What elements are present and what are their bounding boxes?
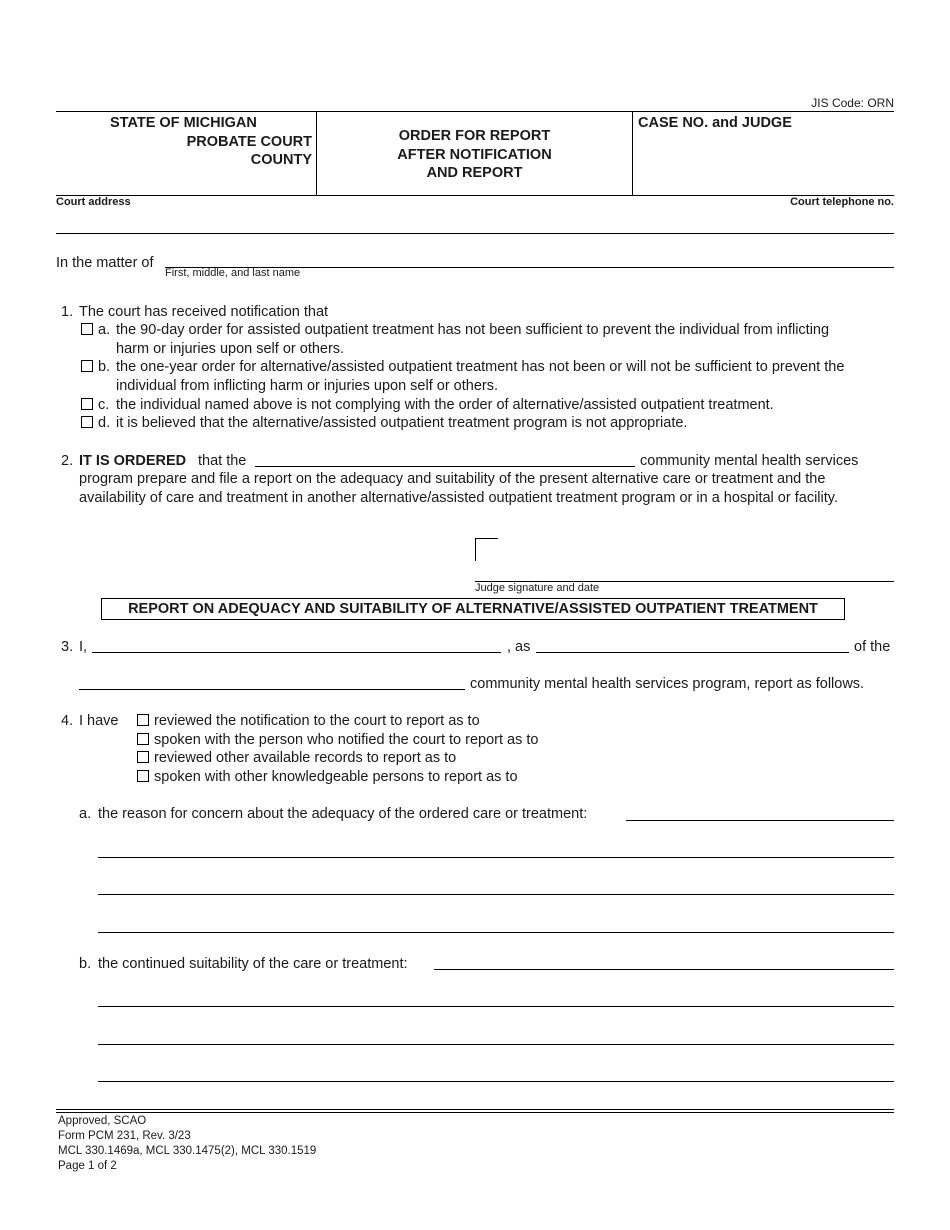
item4-option1-checkbox[interactable]: [137, 714, 149, 726]
court-address-label: Court address: [56, 196, 131, 208]
item3-of-the: of the: [854, 639, 891, 655]
suitability-field-line3[interactable]: [98, 1044, 894, 1045]
item1a-letter: a.: [98, 322, 111, 338]
footer-mcl: MCL 330.1469a, MCL 330.1475(2), MCL 330.1519: [58, 1145, 317, 1157]
item2-ordered: IT IS ORDERED: [79, 453, 187, 469]
form-title-line2: AFTER NOTIFICATION: [397, 147, 552, 163]
item2-line3: availability of care and treatment in another alternative/assisted outpatient treatment program or in a hospital or facility.: [79, 490, 838, 506]
jis-code: JIS Code: ORN: [811, 96, 894, 110]
item1b-checkbox[interactable]: [81, 360, 93, 372]
court-phone-label: Court telephone no.: [790, 196, 894, 208]
form-title-line3: AND REPORT: [426, 165, 523, 181]
item3-i: I,: [79, 639, 88, 655]
item1c-checkbox[interactable]: [81, 398, 93, 410]
item2-cmh: community mental health services: [640, 453, 859, 469]
suitability-field-line2[interactable]: [98, 1006, 894, 1007]
program-name-field[interactable]: [79, 689, 465, 690]
item2-that-the: that the: [198, 453, 247, 469]
signature-corner-mark: [475, 538, 498, 561]
header-bottom-rule: [56, 195, 894, 196]
item2-number: 2.: [61, 453, 74, 469]
item1-number: 1.: [61, 304, 74, 320]
judge-signature-caption: Judge signature and date: [475, 582, 600, 594]
item1-text: The court has received notification that: [79, 304, 329, 320]
item4-i-have: I have: [79, 713, 119, 729]
item1a-text-line1: the 90-day order for assisted outpatient treatment has not been sufficient to prevent the individual from inflicting: [116, 322, 830, 338]
footer-page: Page 1 of 2: [58, 1160, 117, 1172]
item4a-text: the reason for concern about the adequacy of the ordered care or treatment:: [98, 806, 588, 822]
footer-rule-1: [56, 1109, 894, 1110]
item4-option3-text: reviewed other available records to report as to: [154, 750, 457, 766]
cmh-name-field[interactable]: [255, 466, 635, 467]
item3-as: , as: [507, 639, 531, 655]
county-label: COUNTY: [250, 152, 312, 168]
item1d-letter: d.: [98, 415, 111, 431]
suitability-field-line1[interactable]: [434, 969, 894, 970]
item1a-checkbox[interactable]: [81, 323, 93, 335]
item1d-checkbox[interactable]: [81, 416, 93, 428]
item2-line2: program prepare and file a report on the adequacy and suitability of the present alternative care or treatment and the: [79, 471, 826, 487]
item4-option2-checkbox[interactable]: [137, 733, 149, 745]
item4b-letter: b.: [79, 956, 92, 972]
item1d-text: it is believed that the alternative/assisted outpatient treatment program is not appropriate.: [116, 415, 688, 431]
state-label: STATE OF MICHIGAN: [110, 115, 257, 131]
item1b-text-line2: individual from inflicting harm or injuries upon self or others.: [116, 378, 499, 394]
reason-field-line2[interactable]: [98, 857, 894, 858]
item3-line2: community mental health services program, report as follows.: [470, 676, 865, 692]
case-no-label: CASE NO. and JUDGE: [638, 115, 792, 131]
item4a-letter: a.: [79, 806, 92, 822]
header-divider-2: [632, 111, 633, 196]
matter-label: In the matter of: [56, 255, 154, 271]
item4-number: 4.: [61, 713, 74, 729]
report-heading: REPORT ON ADEQUACY AND SUITABILITY OF ALTERNATIVE/ASSISTED OUTPATIENT TREATMENT: [101, 598, 845, 620]
reporter-name-field[interactable]: [92, 652, 501, 653]
reason-field-line4[interactable]: [98, 932, 894, 933]
item1b-text-line1: the one-year order for alternative/assisted outpatient treatment has not been or will not be sufficient to prevent the: [116, 359, 845, 375]
item3-number: 3.: [61, 639, 74, 655]
item4-option1-text: reviewed the notification to the court to report as to: [154, 713, 480, 729]
reason-field-line1[interactable]: [626, 820, 894, 821]
item4-option4-text: spoken with other knowledgeable persons to report as to: [154, 769, 518, 785]
court-label: PROBATE COURT: [186, 134, 312, 150]
footer-rule-2: [56, 1112, 894, 1113]
header-top-rule: [56, 111, 894, 112]
footer-form: Form PCM 231, Rev. 3/23: [58, 1130, 191, 1142]
matter-name-caption: First, middle, and last name: [165, 267, 301, 279]
court-address-rule[interactable]: [56, 233, 894, 234]
item4-option3-checkbox[interactable]: [137, 751, 149, 763]
item1a-text-line2: harm or injuries upon self or others.: [116, 341, 345, 357]
item4b-text: the continued suitability of the care or treatment:: [98, 956, 408, 972]
suitability-field-line4[interactable]: [98, 1081, 894, 1082]
item1c-text: the individual named above is not complying with the order of alternative/assisted outpatient treatment.: [116, 397, 774, 413]
item4-option2-text: spoken with the person who notified the court to report as to: [154, 732, 539, 748]
item4-option4-checkbox[interactable]: [137, 770, 149, 782]
reporter-title-field[interactable]: [536, 652, 849, 653]
item1b-letter: b.: [98, 359, 111, 375]
reason-field-line3[interactable]: [98, 894, 894, 895]
item1c-letter: c.: [98, 397, 110, 413]
footer-approved: Approved, SCAO: [58, 1115, 147, 1127]
form-title-line1: ORDER FOR REPORT: [398, 128, 551, 144]
